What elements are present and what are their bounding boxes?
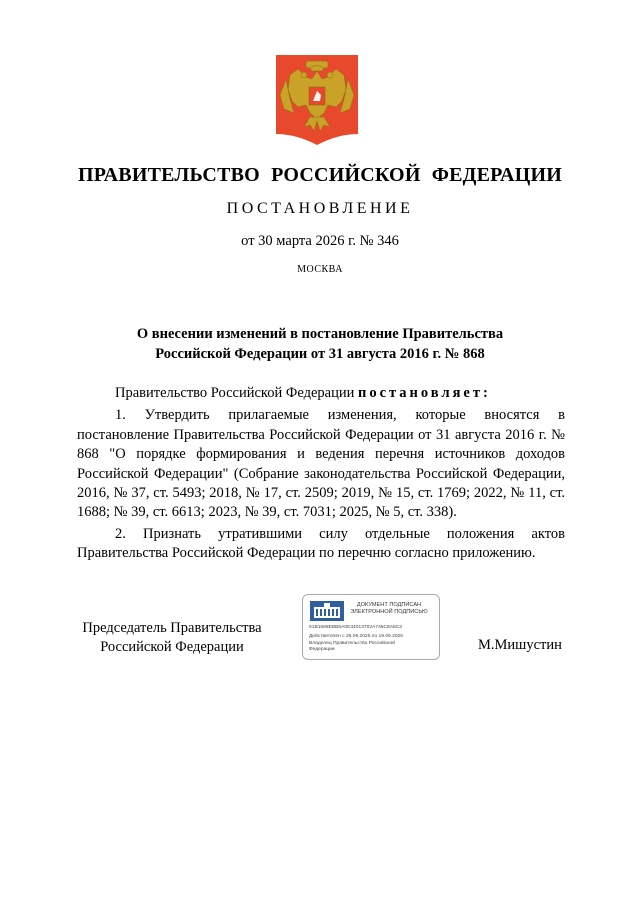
- item-2-number: 2.: [115, 525, 126, 542]
- stamp-owner-line-1: Владелец Правительство Российской: [309, 641, 395, 646]
- item-1-number: 1.: [115, 407, 126, 424]
- intro-text: Правительство Российской Федерации: [115, 385, 358, 401]
- item-1-paragraph: [77, 406, 565, 522]
- stamp-validity: Действителен с 26.06.2025 по 19.09.2026: [309, 634, 403, 639]
- signer-position-line-1: Председатель Правительства: [82, 620, 262, 636]
- stamp-owner-line-2: Федерации: [309, 647, 335, 652]
- coat-of-arms-emblem: [276, 55, 358, 145]
- stamp-title-line-1: ДОКУМЕНТ ПОДПИСАН: [356, 602, 422, 608]
- signer-name: М.Мишустин: [478, 637, 562, 653]
- item-2-text: Признать утратившими силу отдельные положения актов Правительства Российской Федерации по перечню согласно приложению.: [77, 525, 565, 562]
- decree-word: постановляет:: [357, 385, 491, 401]
- heading-line-2: Российской Федерации от 31 августа 2016 г. № 868: [155, 346, 485, 362]
- signer-position-line-2: Российской Федерации: [100, 639, 244, 655]
- intro-paragraph: [77, 384, 565, 403]
- government-title: ПРАВИТЕЛЬСТВО РОССИЙСКОЙ ФЕДЕРАЦИИ: [78, 164, 562, 186]
- document-type: ПОСТАНОВЛЕНИЕ: [226, 200, 414, 217]
- document-body: [77, 384, 565, 564]
- document-city: МОСКВА: [297, 264, 343, 275]
- heading-line-1: О внесении изменений в постановление Правительства: [136, 326, 504, 342]
- electronic-signature-stamp: [302, 594, 440, 660]
- document-date-number: от 30 марта 2026 г. № 346: [241, 233, 399, 249]
- item-1-text: Утвердить прилагаемые изменения, которые вносятся в постановление Правительства Российской Федерации от 31 августа 2016 г. № 868 "О порядке формирования и ведения перечня источников доходов Российской Федерации" (Собрание законодательства Российской Федерации, 2016, № 37, ст. 5493; 2018, № 17, ст. 2509; 2019, № 15, ст. 1769; 2022, № 11, ст. 1688; № 39, ст. 6613; 2023, № 39, ст. 7031; 2025, № 5, ст. 338).: [77, 407, 565, 521]
- stamp-certificate: 51B1588EBB5A0E34013702A746C8A8C3: [309, 625, 402, 630]
- stamp-title: [343, 602, 435, 616]
- stamp-title-line-2: ЭЛЕКТРОННОЙ ПОДПИСЬЮ: [350, 609, 428, 615]
- item-2-paragraph: [77, 525, 565, 564]
- signer-position: [77, 619, 267, 657]
- document-heading: [60, 324, 580, 364]
- government-building-icon: [310, 601, 344, 621]
